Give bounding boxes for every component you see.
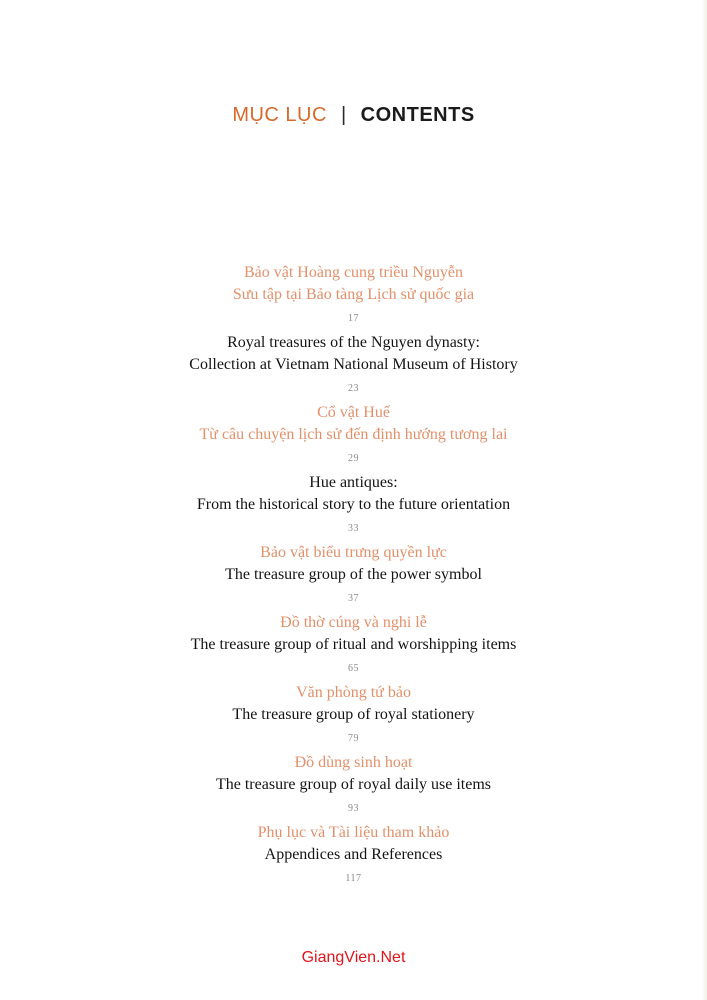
toc-page-number: 17 [348, 313, 359, 324]
toc-page-number: 37 [348, 593, 359, 604]
toc-entry-line: Đồ dùng sinh hoạt [294, 754, 413, 771]
table-of-contents [0, 262, 707, 892]
toc-entry-line: Bảo vật Hoàng cung triều Nguyễn [243, 264, 464, 281]
toc-entry[interactable] [0, 682, 707, 746]
toc-entry-line: The treasure group of ritual and worshipping items [190, 636, 517, 653]
watermark-text: GiangVien.Net [301, 949, 406, 966]
page-title [0, 104, 707, 127]
toc-page-number: 65 [348, 663, 359, 674]
toc-entry-line: The treasure group of the power symbol [225, 566, 482, 583]
toc-entry-line: Collection at Vietnam National Museum of History [189, 356, 518, 373]
toc-page-number: 117 [345, 873, 362, 884]
toc-page-number: 33 [348, 523, 359, 534]
toc-entry-line: The treasure group of royal daily use items [215, 776, 492, 793]
toc-page-number: 23 [348, 383, 359, 394]
toc-entry-line: Đồ thờ cúng và nghi lễ [280, 614, 427, 631]
toc-page-number: 79 [348, 733, 359, 744]
toc-entry-line: Sưu tập tại Bảo tàng Lịch sử quốc gia [232, 286, 475, 303]
toc-entry[interactable] [0, 542, 707, 606]
toc-entry-line: From the historical story to the future orientation [196, 496, 511, 513]
toc-page-number: 93 [348, 803, 359, 814]
title-vietnamese: MỤC LỤC [232, 104, 327, 126]
toc-entry[interactable] [0, 262, 707, 326]
toc-entry[interactable] [0, 472, 707, 536]
toc-entry-line: Royal treasures of the Nguyen dynasty: [227, 334, 480, 351]
toc-entry[interactable] [0, 752, 707, 816]
title-english: CONTENTS [360, 104, 475, 126]
toc-entry-line: Cổ vật Huế [317, 404, 390, 421]
toc-entry-line: The treasure group of royal stationery [232, 706, 475, 723]
toc-entry-line: Appendices and References [264, 846, 443, 863]
toc-entry-line: Phụ lục và Tài liệu tham khảo [257, 824, 450, 841]
toc-entry-line: Bảo vật biểu trưng quyền lực [260, 544, 447, 561]
toc-entry-line: Từ câu chuyện lịch sử đến định hướng tương lai [199, 426, 508, 443]
toc-entry[interactable] [0, 822, 707, 886]
toc-entry[interactable] [0, 402, 707, 466]
title-separator: | [340, 104, 347, 126]
toc-entry[interactable] [0, 612, 707, 676]
toc-entry[interactable] [0, 332, 707, 396]
toc-entry-line: Hue antiques: [309, 474, 398, 491]
toc-entry-line: Văn phòng tứ bảo [296, 684, 411, 701]
toc-page-number: 29 [348, 453, 359, 464]
